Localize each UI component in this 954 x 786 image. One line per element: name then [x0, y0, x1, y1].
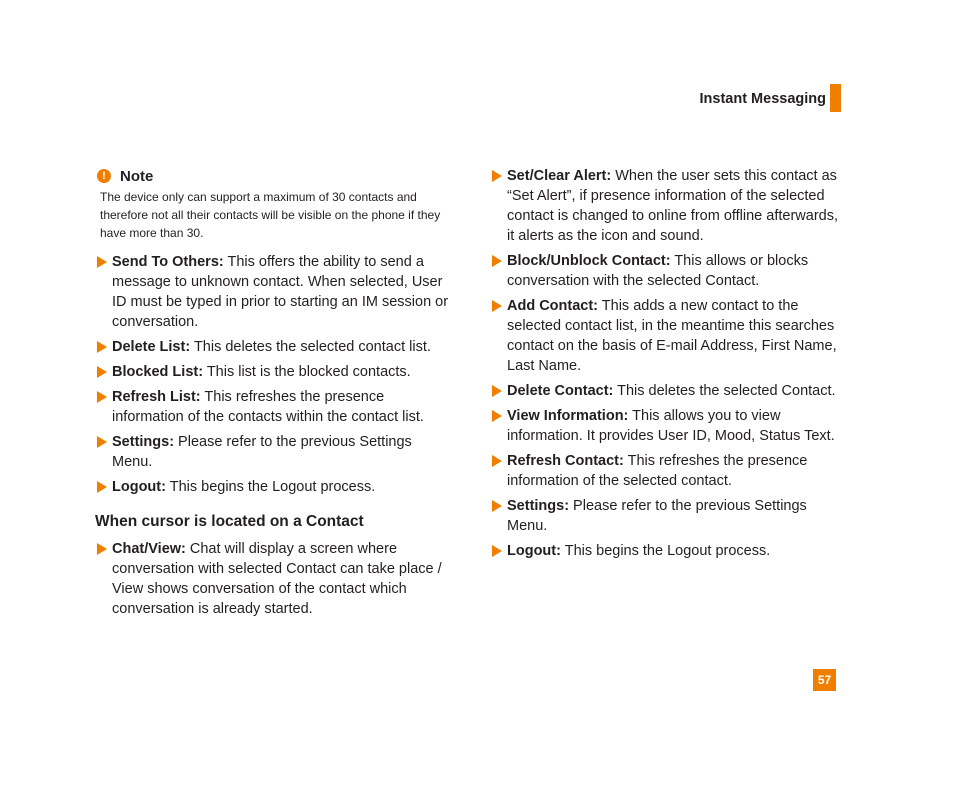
list-item — [490, 166, 845, 246]
section-heading: When cursor is located on a Contact — [95, 513, 364, 530]
list-item — [95, 387, 450, 427]
item-text: This list is the blocked contacts. — [203, 364, 411, 380]
left-column — [95, 166, 450, 624]
item-label: Settings: — [112, 434, 175, 450]
arrow-bullet-icon — [492, 300, 502, 312]
warning-icon: ! — [97, 169, 111, 183]
list-item — [95, 477, 450, 497]
item-text: Please refer to the previous Settings Menu. — [507, 498, 807, 534]
item-label: Blocked List: — [112, 364, 204, 380]
item-label: Refresh List: — [112, 389, 201, 405]
note-box — [95, 166, 450, 242]
arrow-bullet-icon — [97, 366, 107, 378]
arrow-bullet-icon — [492, 170, 502, 182]
arrow-bullet-icon — [492, 545, 502, 557]
list-item — [490, 381, 845, 401]
item-text: Please refer to the previous Settings Menu. — [112, 434, 412, 470]
item-label: Chat/View: — [112, 541, 186, 557]
item-text: This deletes the selected Contact. — [613, 383, 836, 399]
list-item — [490, 451, 845, 491]
arrow-bullet-icon — [492, 255, 502, 267]
arrow-bullet-icon — [492, 410, 502, 422]
item-text: Chat will display a screen where conversation with selected Contact can take place / View shows conversation of the contact which conversation is already started. — [112, 541, 442, 617]
note-text: The device only can support a maximum of 30 contacts and therefore not all their contacts will be visible on the phone if they have more than 30. — [100, 190, 441, 240]
arrow-bullet-icon — [492, 455, 502, 467]
item-label: Settings: — [507, 498, 570, 514]
list-item — [490, 296, 845, 376]
item-label: Block/Unblock Contact: — [507, 253, 671, 269]
item-text: This allows or blocks conversation with the selected Contact. — [507, 253, 809, 289]
list-item — [95, 432, 450, 472]
item-text: This begins the Logout process. — [560, 543, 771, 559]
list-item — [490, 541, 845, 561]
item-label: Delete List: — [112, 339, 191, 355]
arrow-bullet-icon — [97, 543, 107, 555]
arrow-bullet-icon — [492, 500, 502, 512]
arrow-bullet-icon — [97, 436, 107, 448]
item-label: Logout: — [507, 543, 561, 559]
item-text: This adds a new contact to the selected contact list, in the meantime this searches contact on the basis of E-mail Address, First Name, Last Name. — [507, 298, 837, 374]
arrow-bullet-icon — [97, 341, 107, 353]
right-column — [490, 166, 845, 566]
item-text: This refreshes the presence information of the selected contact. — [507, 453, 808, 489]
header-accent-tab — [830, 84, 841, 112]
item-text: This deletes the selected contact list. — [190, 339, 431, 355]
arrow-bullet-icon — [97, 256, 107, 268]
list-item — [490, 496, 845, 536]
item-text: This begins the Logout process. — [165, 479, 376, 495]
item-label: Send To Others: — [112, 254, 224, 270]
item-label: Refresh Contact: — [507, 453, 624, 469]
list-item — [95, 362, 450, 382]
item-label: Delete Contact: — [507, 383, 614, 399]
item-label: View Information: — [507, 408, 629, 424]
note-title: Note — [120, 167, 154, 185]
list-item — [95, 337, 450, 357]
list-item — [490, 406, 845, 446]
arrow-bullet-icon — [492, 385, 502, 397]
list-item — [95, 252, 450, 332]
item-label: Logout: — [112, 479, 166, 495]
header-title: Instant Messaging — [699, 91, 826, 107]
item-label: Set/Clear Alert: — [507, 168, 612, 184]
item-text: This allows you to view information. It provides User ID, Mood, Status Text. — [507, 408, 835, 444]
list-item — [490, 251, 845, 291]
item-text: This refreshes the presence information of the contacts within the contact list. — [112, 389, 424, 425]
list-item — [95, 539, 450, 619]
arrow-bullet-icon — [97, 391, 107, 403]
item-text: When the user sets this contact as “Set Alert”, if presence information of the selected contact is changed to online from offline afterwards, it alerts as the icon and sound. — [507, 168, 839, 244]
arrow-bullet-icon — [97, 481, 107, 493]
item-text: This offers the ability to send a message to unknown contact. When selected, User ID must be typed in prior to starting an IM session or conversation. — [112, 254, 449, 330]
item-label: Add Contact: — [507, 298, 599, 314]
page-number: 57 — [813, 669, 836, 691]
